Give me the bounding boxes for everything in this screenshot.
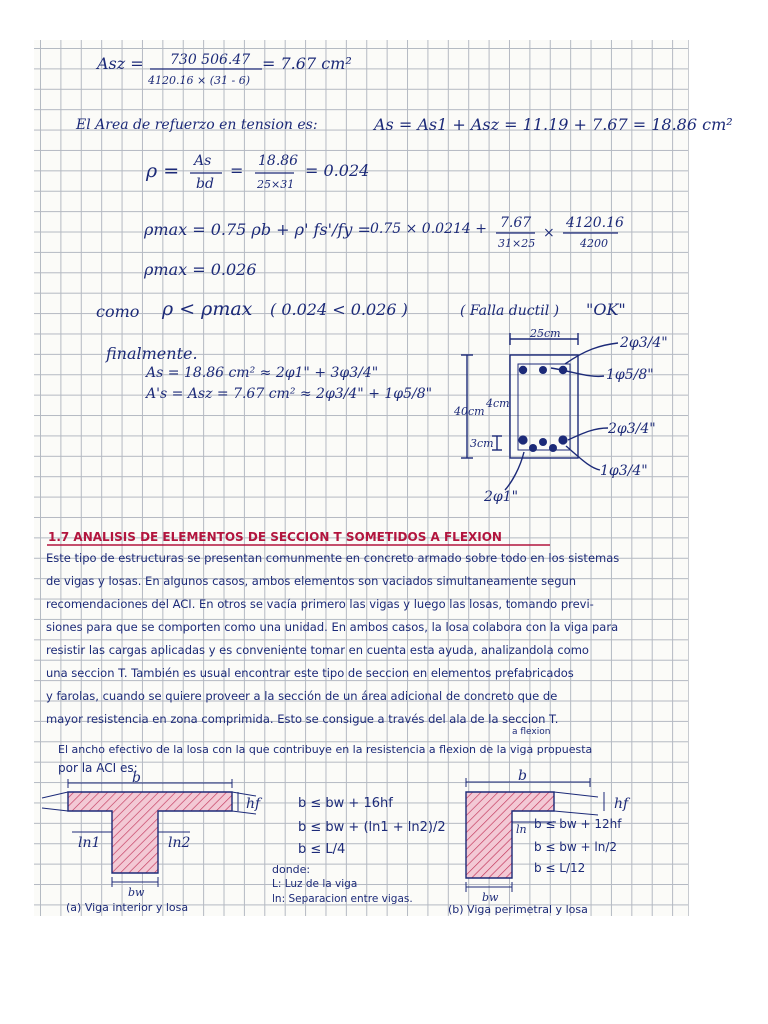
rho-max-times: × xyxy=(543,225,555,241)
rho-max-value: ρmax = 0.026 xyxy=(144,260,257,279)
perimeter-formula-2: b ≤ bw + ln/2 xyxy=(534,840,618,854)
rho-max-term1: 0.75 × 0.0214 + xyxy=(370,221,487,237)
paragraph-line-8: mayor resistencia en zona comprimida. Esto se consigue a través del ala de la seccion T. xyxy=(46,712,559,726)
rho-max-frac2-den: 4200 xyxy=(580,237,608,250)
interior-bw-label: bw xyxy=(128,886,145,899)
rho-den: bd xyxy=(196,176,214,192)
paragraph-line-2: de vigas y losas. En algunos casos, ambos elementos son vaciados simultaneamente segun xyxy=(46,574,577,588)
asz-label: Asz = xyxy=(97,54,144,73)
como-word: como xyxy=(96,302,140,321)
section-heading: 1.7 ANALISIS DE ELEMENTOS DE SECCION T SOMETIDOS A FLEXION xyxy=(48,530,502,544)
paragraph-line-5: resistir las cargas aplicadas y es conveniente tomar en cuenta esta ayuda, analizandola como xyxy=(46,643,589,657)
paragraph-line-6: una seccion T. También es usual encontrar este tipo de seccion en elementos prefabricados xyxy=(46,666,574,680)
bar-top-left: 2φ3/4" xyxy=(620,335,668,351)
rho-max-frac1-den: 31×25 xyxy=(498,237,536,250)
como-condition: ρ < ρmax xyxy=(162,298,253,320)
perimeter-b-label: b xyxy=(518,768,527,784)
beam-height-label: 40cm xyxy=(454,405,485,418)
def-ln: ln: Separacion entre vigas. xyxy=(272,893,413,905)
perimeter-formula-1: b ≤ bw + 12hf xyxy=(534,817,622,831)
asz-result: = 7.67 cm² xyxy=(262,54,352,73)
paragraph-line-1: Este tipo de estructuras se presentan comunmente en concreto armado sobre todo en los sistemas xyxy=(46,551,620,565)
rho-max-frac2-num: 4120.16 xyxy=(566,215,624,231)
bar-bottom-right2: 1φ3/4" xyxy=(600,463,648,479)
beam-top-cover: 4cm xyxy=(486,397,510,410)
ok-text: "OK" xyxy=(586,300,626,319)
como-paren: ( 0.024 < 0.026 ) xyxy=(270,300,408,319)
interior-t-beam xyxy=(42,779,256,887)
beam-width-label: 25cm xyxy=(530,327,561,340)
bar-bottom-left: 2φ1" xyxy=(484,489,519,505)
rho-max-lhs: ρmax = 0.75 ρb + ρ' fs'/fy = xyxy=(144,220,371,239)
rho-num: As xyxy=(194,153,212,169)
interior-hf-label: hf xyxy=(246,796,261,812)
interior-ln2-label: ln2 xyxy=(168,835,191,851)
rho-result: = 0.024 xyxy=(305,161,370,180)
effective-width-superscript: a flexion xyxy=(512,727,551,737)
rho-lhs: ρ = xyxy=(146,160,180,182)
interior-formula-2: b ≤ bw + (ln1 + ln2)/2 xyxy=(298,820,446,835)
fraction-bars xyxy=(150,69,618,233)
finalmente-line2: A's = Asz = 7.67 cm² ≈ 2φ3/4" + 1φ5/8" xyxy=(146,386,433,402)
rho-max-frac1-num: 7.67 xyxy=(500,215,532,231)
rho-den2: 25×31 xyxy=(257,178,295,191)
interior-b-label: b xyxy=(132,770,141,786)
perimeter-caption: (b) Viga perimetral y losa xyxy=(448,903,588,916)
interior-formula-1: b ≤ bw + 16hf xyxy=(298,796,393,811)
paragraph-line-7: y farolas, cuando se quiere proveer a la sección de un área adicional de concreto que de xyxy=(46,689,558,703)
rebar-dots xyxy=(518,366,567,452)
perimeter-ln-label: ln xyxy=(516,823,527,836)
paragraph-line-3: recomendaciones del ACI. En otros se vacía primero las vigas y luego las losas, tomando previ- xyxy=(46,597,594,611)
effective-width-line2: por la ACI es: xyxy=(58,761,138,775)
donde-label: donde: xyxy=(272,863,311,876)
perimeter-formula-3: b ≤ L/12 xyxy=(534,861,586,875)
area-formula: As = As1 + Asz = 11.19 + 7.67 = 18.86 cm² xyxy=(374,115,733,134)
rho-eq: = xyxy=(230,161,244,180)
bar-bottom-right1: 2φ3/4" xyxy=(608,421,656,437)
interior-formula-3: b ≤ L/4 xyxy=(298,842,346,857)
paragraph-line-4: siones para que se comporten como una unidad. En ambos casos, la losa colabora con la viga para xyxy=(46,620,619,634)
interior-caption: (a) Viga interior y losa xyxy=(66,901,189,914)
perimeter-hf-label: hf xyxy=(614,796,629,812)
interior-ln1-label: ln1 xyxy=(78,835,101,851)
area-text: El Area de refuerzo en tension es: xyxy=(76,117,318,133)
finalmente-title: finalmente. xyxy=(106,344,198,363)
perimeter-bw-label: bw xyxy=(482,891,499,904)
def-l: L: Luz de la viga xyxy=(272,878,358,890)
rho-num2: 18.86 xyxy=(258,153,299,169)
asz-numerator: 730 506.47 xyxy=(170,52,251,68)
effective-width-line1: El ancho efectivo de la losa con la que contribuye en la resistencia a flexion de la viga propuesta xyxy=(58,743,593,756)
beam-bottom-cover: 3cm xyxy=(470,437,494,450)
asz-denominator: 4120.16 × (31 - 6) xyxy=(148,74,250,87)
falla-ductil: ( Falla ductil ) xyxy=(460,303,560,319)
bar-top-right: 1φ5/8" xyxy=(606,367,654,383)
finalmente-line1: As = 18.86 cm² ≈ 2φ1" + 3φ3/4" xyxy=(146,365,379,381)
